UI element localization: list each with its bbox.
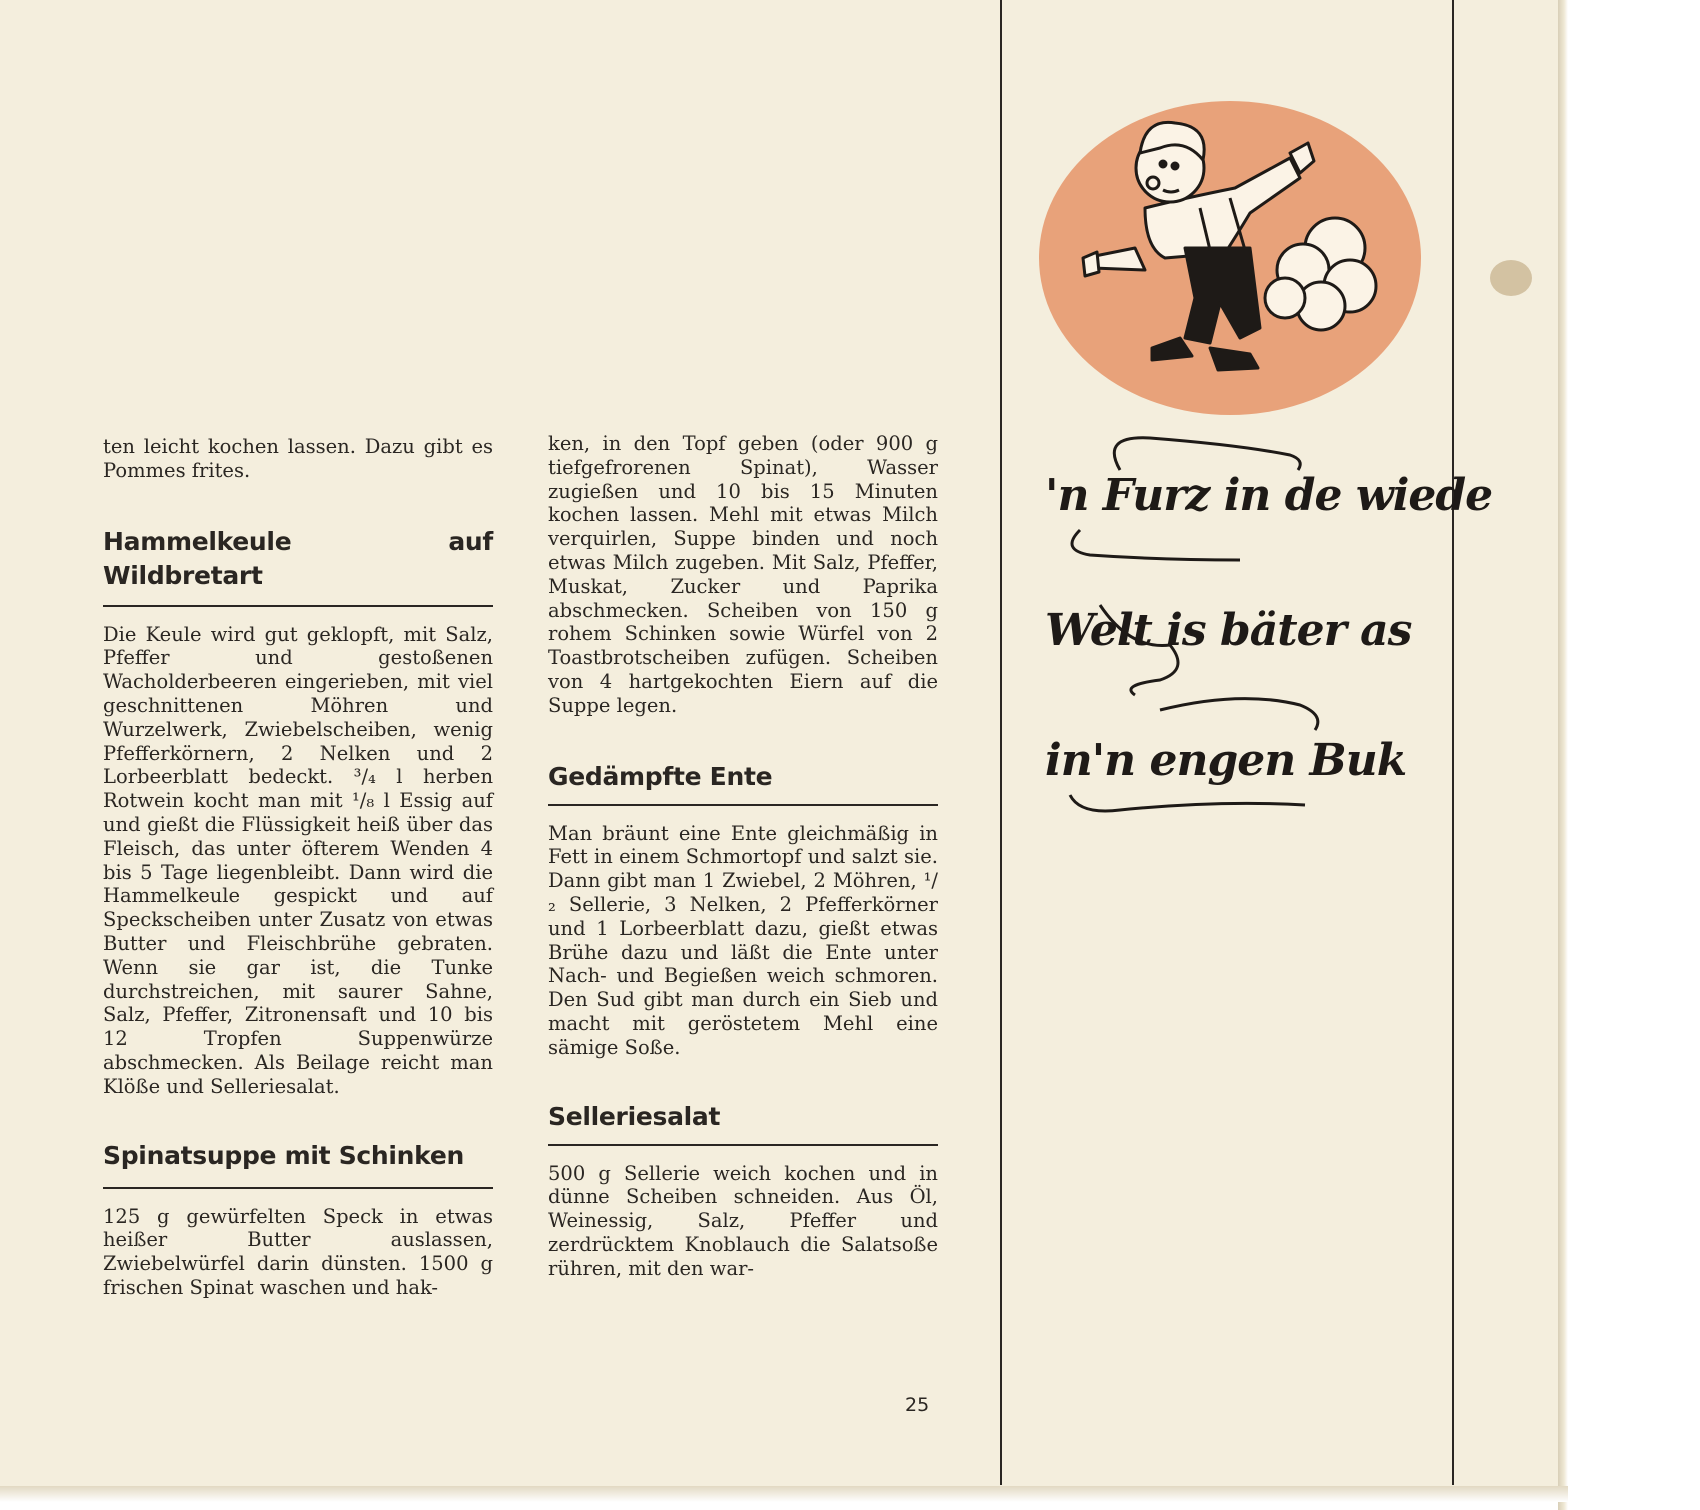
margin-line <box>1452 0 1454 1485</box>
continued-text: ten leicht kochen lassen. Dazu gibt es Pommes frites. <box>103 435 493 482</box>
recipe-title-ente: Gedämpfte Ente <box>548 761 773 791</box>
recipe-text-hammelkeule: Die Keule wird gut geklopft, mit Salz, Pfeffer und gestoßenen Wacholderbeeren eingerieben, mit viel geschnittenen Möhren und Wurzelwerk, Zwiebelscheiben, wenig Pfefferkörnern, 2 Nelken und 2 Lorbeerblatt bedeckt. ³/₄ l herben Rotwein kocht man mit ¹/₈ l Essig auf und gießt die Flüssigkeit heiß über das Fleisch, das unter öfterem Wenden 4 bis 5 Tage liegenbleibt. Dann wird die Hammelkeule gespickt und auf Speckscheiben unter Zusatz von etwas Butter und Fleischbrühe gebraten. Wenn sie gar ist, die Tunke durchstreichen, mit saurer Sahne, Salz, Pfeffer, Zitronensaft und 10 bis 12 Tropfen Suppenwürze abschmecken. Als Beilage reicht man Klöße und Selleriesalat. <box>103 622 493 1098</box>
recipe-title-spinatsuppe: Spinatsuppe mit Schinken <box>103 1140 464 1170</box>
motto-line-1: 'n Furz in de wiede <box>1045 470 1493 521</box>
motto-line-2: Welt is bäter as <box>1045 605 1412 656</box>
recipe-text-selleriesalat: 500 g Sellerie weich kochen und in dünne Scheiben schneiden. Aus Öl, Weinessig, Salz, Pfeffer und zerdrücktem Knoblauch die Salatsoße rühren, mit den war- <box>548 1161 938 1280</box>
recipe-title-selleriesalat: Selleriesalat <box>548 1101 721 1131</box>
right-column <box>548 432 938 1281</box>
column-divider-line <box>1000 0 1002 1485</box>
paper-stain <box>1490 260 1532 296</box>
left-column <box>103 435 493 1300</box>
page-number: 25 <box>905 1394 930 1416</box>
continued-text: ken, in den Topf geben (oder 900 g tiefgefrorenen Spinat), Wasser zugießen und 10 bis 15 Minuten kochen lassen. Mehl mit etwas Milch verquirlen, Suppe binden und noch etwas Milch zugeben. Mit Salz, Pfeffer, Muskat, Zucker und Paprika abschmecken. Scheiben von 150 g rohem Schinken sowie Würfel von 2 Toastbrotscheiben zufügen. Scheiben von 4 hartgekochten Eiern auf die Suppe legen. <box>548 432 938 717</box>
cartoon-illustration <box>1035 98 1425 420</box>
page-edge <box>1558 0 1568 1510</box>
recipe-text-spinatsuppe: 125 g gewürfelten Speck in etwas heißer Butter auslassen, Zwiebelwürfel darin dünsten. 1500 g frischen Spinat waschen und hak- <box>103 1204 493 1299</box>
recipe-text-ente: Man bräunt eine Ente gleichmäßig in Fett in einem Schmortopf und salzt sie. Dann gibt man 1 Zwiebel, 2 Möhren, ¹/₂ Sellerie, 3 Nelken, 2 Pfefferkörner und 1 Lorbeerblatt dazu, gießt etwas Brühe dazu und läßt die Ente unter Nach- und Begießen weich schmoren. Den Sud gibt man durch ein Sieb und macht mit geröstetem Mehl eine sämige Soße. <box>548 821 938 1059</box>
page-bottom-edge <box>0 1486 1568 1502</box>
recipe-title-hammelkeule: Hammelkeule auf Wildbretart <box>103 526 493 590</box>
motto-line-3: in'n engen Buk <box>1045 735 1407 786</box>
